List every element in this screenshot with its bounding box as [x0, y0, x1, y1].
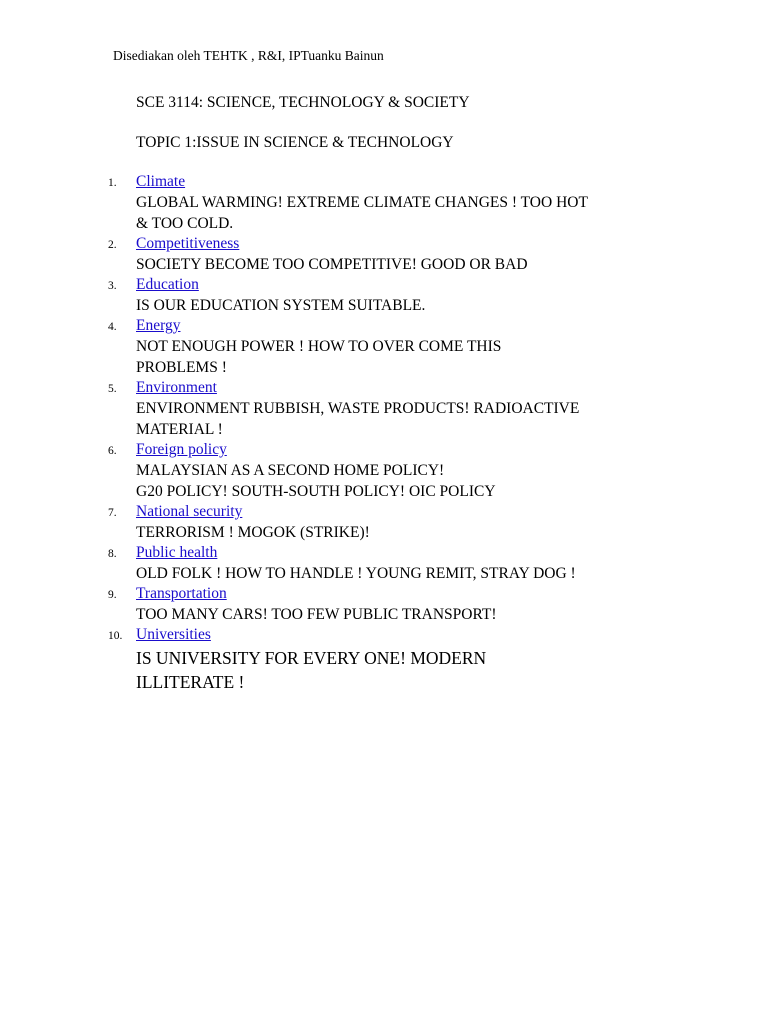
issue-number: 10. — [108, 630, 123, 642]
issue-item-environment — [108, 378, 668, 440]
issue-link-national-security[interactable]: National security — [136, 503, 243, 520]
issue-description: SOCIETY BECOME TOO COMPETITIVE! GOOD OR BAD — [136, 256, 528, 273]
issue-item-foreign-policy — [108, 440, 668, 502]
issue-link-competitiveness[interactable]: Competitiveness — [136, 235, 240, 252]
issue-description: IS OUR EDUCATION SYSTEM SUITABLE. — [136, 297, 426, 314]
issue-description: NOT ENOUGH POWER ! HOW TO OVER COME THIS PROBLEMS ! — [136, 338, 502, 376]
issue-link-universities[interactable]: Universities — [136, 626, 211, 643]
issue-description: MALAYSIAN AS A SECOND HOME POLICY! G20 POLICY! SOUTH-SOUTH POLICY! OIC POLICY — [136, 462, 496, 500]
issue-item-public-health — [108, 543, 668, 584]
issue-description: OLD FOLK ! HOW TO HANDLE ! YOUNG REMIT, STRAY DOG ! — [136, 565, 576, 582]
issue-item-universities — [108, 625, 668, 694]
topic-title: TOPIC 1:ISSUE IN SCIENCE & TECHNOLOGY — [136, 134, 454, 151]
issue-description: GLOBAL WARMING! EXTREME CLIMATE CHANGES ! TOO HOT & TOO COLD. — [136, 194, 588, 232]
issue-link-foreign-policy[interactable]: Foreign policy — [136, 441, 227, 458]
issue-list — [108, 172, 668, 694]
issue-number: 2. — [108, 239, 117, 251]
issue-number: 4. — [108, 321, 117, 333]
issue-number: 3. — [108, 280, 117, 292]
issue-description: TOO MANY CARS! TOO FEW PUBLIC TRANSPORT! — [136, 606, 497, 623]
issue-link-education[interactable]: Education — [136, 276, 199, 293]
issue-description: IS UNIVERSITY FOR EVERY ONE! MODERN ILLITERATE ! — [136, 648, 487, 692]
issue-number: 6. — [108, 445, 117, 457]
course-title: SCE 3114: SCIENCE, TECHNOLOGY & SOCIETY — [136, 94, 470, 111]
issue-link-transportation[interactable]: Transportation — [136, 585, 227, 602]
issue-number: 9. — [108, 589, 117, 601]
issue-number: 7. — [108, 507, 117, 519]
issue-description: TERRORISM ! MOGOK (STRIKE)! — [136, 524, 370, 541]
issue-item-competitiveness — [108, 234, 668, 275]
issue-item-education — [108, 275, 668, 316]
issue-number: 1. — [108, 177, 117, 189]
issue-number: 8. — [108, 548, 117, 560]
prepared-by-header: Disediakan oleh TEHTK , R&I, IPTuanku Bainun — [113, 48, 384, 63]
issue-link-energy[interactable]: Energy — [136, 317, 181, 334]
issue-item-climate — [108, 172, 668, 234]
issue-item-transportation — [108, 584, 668, 625]
issue-item-national-security — [108, 502, 668, 543]
issue-number: 5. — [108, 383, 117, 395]
issue-link-public-health[interactable]: Public health — [136, 544, 218, 561]
issue-link-environment[interactable]: Environment — [136, 379, 217, 396]
issue-item-energy — [108, 316, 668, 378]
issue-link-climate[interactable]: Climate — [136, 173, 186, 190]
issue-description: ENVIRONMENT RUBBISH, WASTE PRODUCTS! RADIOACTIVE MATERIAL ! — [136, 400, 580, 438]
